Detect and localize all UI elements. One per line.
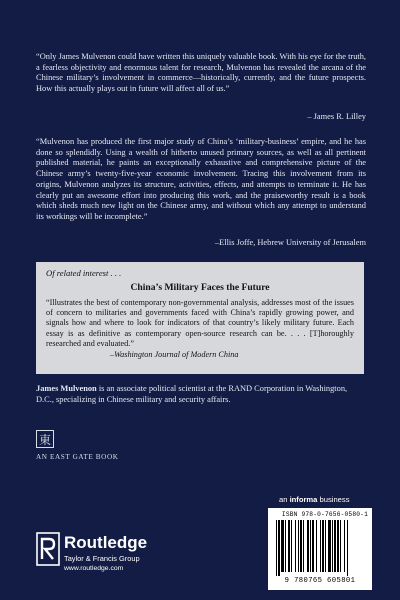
review-attribution-lilley: – James R. Lilley (307, 112, 366, 121)
related-book-title: China’s Military Faces the Future (130, 282, 270, 293)
review-quote-text: “Only James Mulvenon could have written this uniquely valuable book. With his eye for the truth, a fearless objectivity and enormous talent for research, Mulvenon has revealed the arcana of the Chinese military’s involvement in commerce—historically, currently, and the future prospects. How this actually plays out in future will affect all of us.” (36, 52, 366, 94)
informa-suffix: business (317, 495, 350, 504)
review-attribution-joffe: –Ellis Joffe, Hebrew University of Jerusalem (214, 238, 366, 247)
imprint-label: AN EAST GATE BOOK (36, 453, 119, 461)
related-source (110, 350, 354, 359)
related-interest-box (36, 262, 364, 374)
isbn-barcode-box (268, 508, 372, 590)
east-gate-logo-char: 東 (38, 432, 51, 447)
author-bio (36, 384, 366, 405)
barcode-number: 9 780765 605801 (284, 577, 356, 585)
author-name: James Mulvenon (36, 384, 97, 393)
informa-tagline (279, 495, 350, 504)
informa-brand: informa (289, 495, 318, 504)
informa-prefix: an (279, 495, 290, 504)
author-bio-text: is an associate political scientist at the RAND Corporation in Washington, D.C., specializing in Chinese military and security affairs. (36, 384, 348, 404)
routledge-r-icon (36, 532, 60, 566)
barcode-image (274, 520, 366, 576)
review-quote-joffe (36, 137, 366, 223)
east-gate-logo-icon (36, 430, 54, 448)
review-quote-lilley (36, 52, 366, 95)
isbn-label: ISBN 978-0-7656-0580-1 (281, 511, 368, 518)
publisher-url: www.routledge.com (64, 565, 124, 572)
related-source-dash: – (110, 350, 115, 360)
review-quote-text: “Mulvenon has produced the first major study of China’s ‘military-business’ empire, and he has done so splendidly. Using a wealth of hitherto unused primary sources, as well as all pertinent published material, he paints an exceptionally exhaustive and comprehensive picture of the Chinese army’s twenty-five-year economic involvement. Tracing this involvement from its origins, Mulvenon analyzes its structure, activities, effects, and attempts to terminate it. He has clearly put an awesome effort into producing this work, and the praiseworthy result is a book which sheds much new light on the Chinese army, and without which any attempt to understand its workings will be incomplete.” (36, 137, 366, 221)
related-kicker: Of related interest . . . (46, 268, 122, 278)
publisher-name: Routledge (64, 533, 148, 552)
related-quote: “Illustrates the best of contemporary non-governmental analysis, addresses most of the issues of concern to militaries and governments faced with China’s rapidly growing power, and signals how and where to look for indicators of that country’s likely military future. Each essay is as definitive as contemporary open-source research can be. . . . [T]horoughly researched and evaluated.” (46, 298, 354, 348)
publisher-group: Taylor & Francis Group (64, 554, 140, 563)
related-source-name: Washington Journal of Modern China (114, 350, 239, 360)
